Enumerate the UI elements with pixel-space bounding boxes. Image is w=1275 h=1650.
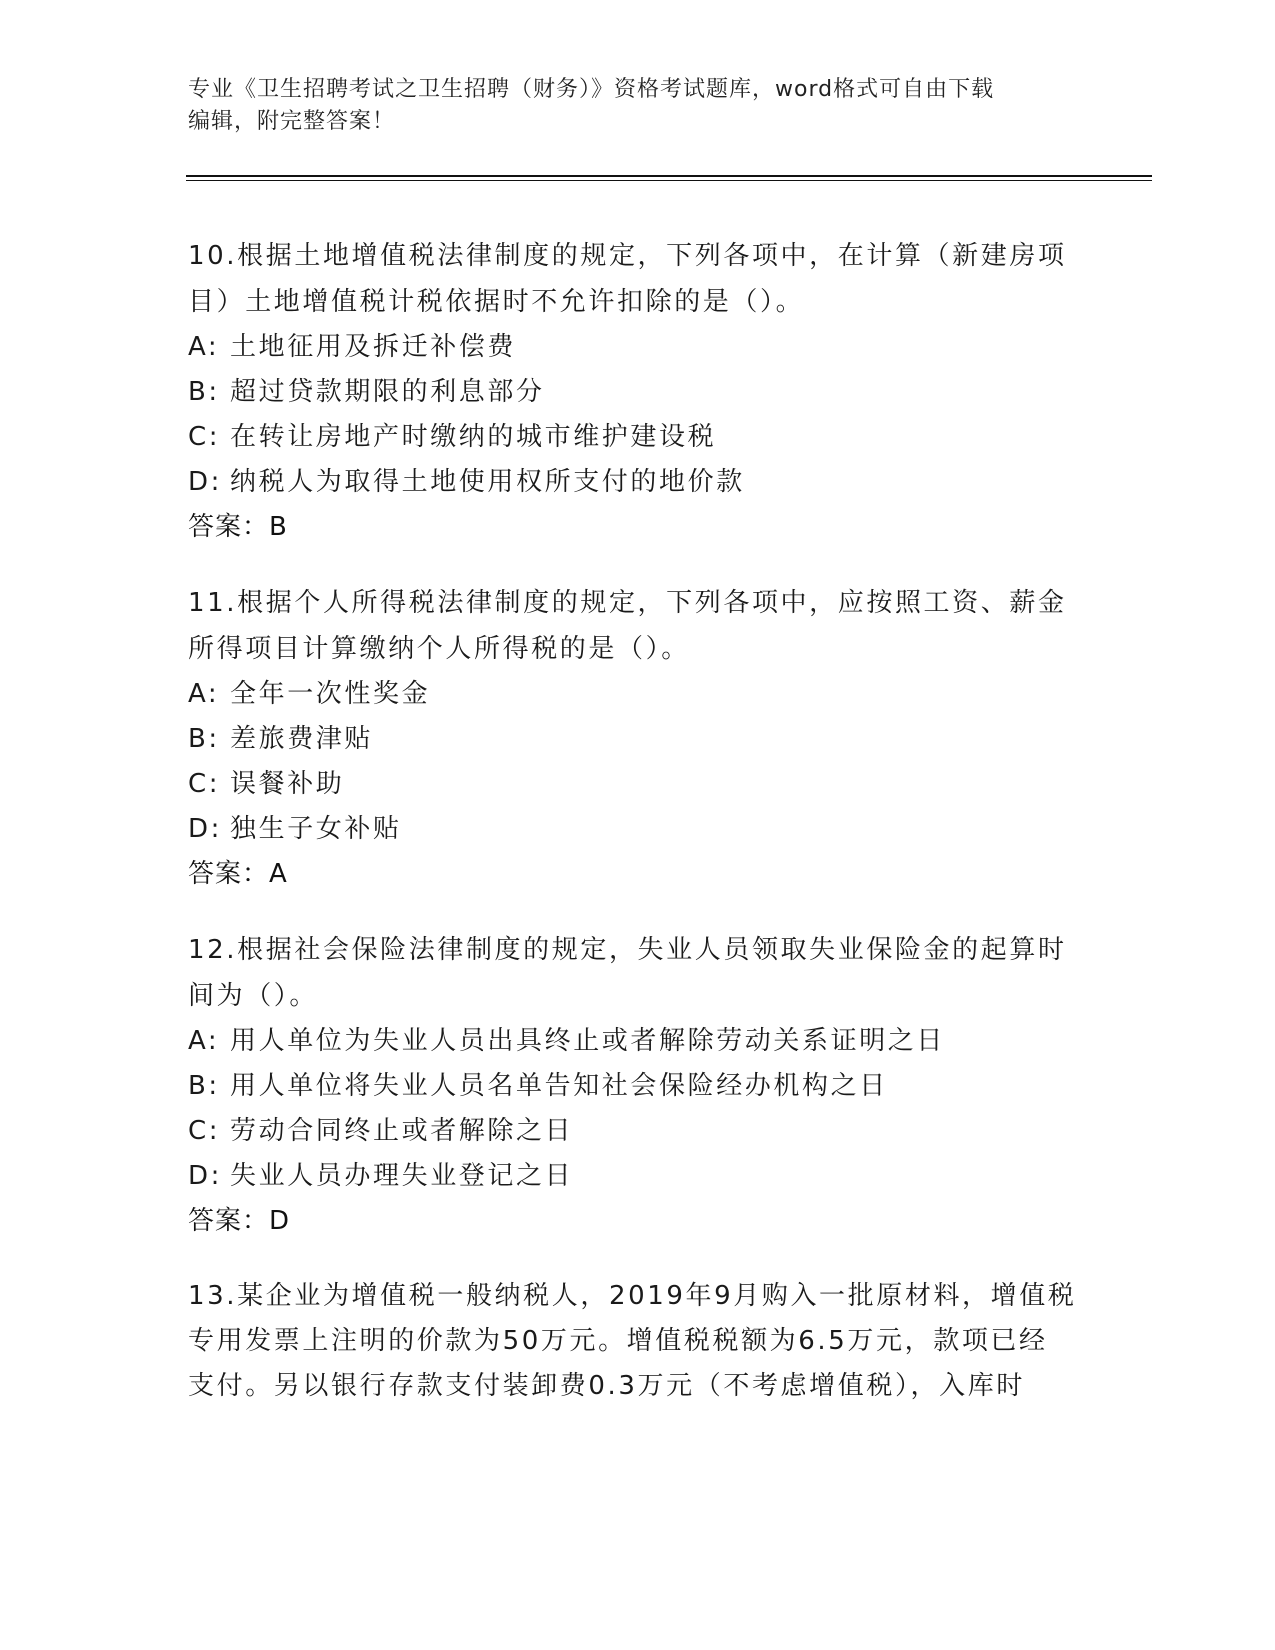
header-line-1: 专业《卫生招聘考试之卫生招聘（财务）》资格考试题库，word格式可自由下载 (188, 77, 995, 102)
option-c (188, 762, 1088, 807)
question-stem-line: 目）土地增值税计税依据时不允许扣除的是（）。 (188, 287, 805, 317)
option-b (188, 717, 1088, 762)
option-d (188, 1154, 1088, 1199)
question-stem-line: 支付。另以银行存款支付装卸费0.3万元（不考虑增值税），入库时 (188, 1371, 1025, 1401)
option-text: 全年一次性奖金 (230, 679, 431, 709)
header-line-2: 编辑，附完整答案！ (188, 109, 396, 134)
option-text: 在转让房地产时缴纳的城市维护建设税 (230, 422, 717, 452)
question-stem-line: 12.根据社会保险法律制度的规定，失业人员领取失业保险金的起算时 (188, 935, 1067, 965)
answer-line: 答案：D (188, 1206, 291, 1236)
header-divider-thick (186, 175, 1152, 177)
option-b (188, 1064, 1088, 1109)
option-c (188, 1109, 1088, 1154)
question-list (188, 233, 1088, 1439)
option-label: A: (188, 1026, 220, 1056)
option-b (188, 370, 1088, 415)
option-text: 土地征用及拆迁补偿费 (230, 332, 517, 362)
question-10 (188, 233, 1088, 550)
option-a (188, 1019, 1088, 1064)
option-label: B: (188, 377, 220, 407)
option-a (188, 325, 1088, 370)
option-label: A: (188, 679, 220, 709)
question-stem-line: 11.根据个人所得税法律制度的规定，下列各项中，应按照工资、薪金 (188, 588, 1067, 618)
option-a (188, 672, 1088, 717)
option-text: 独生子女补贴 (230, 814, 402, 844)
question-stem-line: 10.根据土地增值税法律制度的规定，下列各项中，在计算（新建房项 (188, 241, 1067, 271)
question-11 (188, 580, 1088, 897)
question-stem (188, 927, 1088, 1019)
question-stem (188, 1274, 1088, 1409)
question-stem-line: 专用发票上注明的价款为50万元。增值税税额为6.5万元，款项已经 (188, 1326, 1048, 1356)
option-text: 用人单位为失业人员出具终止或者解除劳动关系证明之日 (230, 1026, 946, 1056)
option-text: 纳税人为取得土地使用权所支付的地价款 (230, 467, 745, 497)
option-label: D: (188, 814, 222, 844)
option-text: 用人单位将失业人员名单告知社会保险经办机构之日 (230, 1071, 888, 1101)
document-header (188, 74, 1088, 138)
option-label: B: (188, 724, 220, 754)
option-text: 差旅费津贴 (230, 724, 374, 754)
option-d (188, 807, 1088, 852)
question-stem-line: 间为（）。 (188, 981, 319, 1011)
option-text: 误餐补助 (230, 769, 345, 799)
option-label: C: (188, 1116, 221, 1146)
question-stem (188, 580, 1088, 672)
header-divider-thin (186, 180, 1152, 181)
answer-line: 答案：A (188, 859, 288, 889)
option-label: A: (188, 332, 220, 362)
option-label: D: (188, 1161, 222, 1191)
question-12 (188, 927, 1088, 1244)
option-label: B: (188, 1071, 220, 1101)
question-stem (188, 233, 1088, 325)
option-text: 失业人员办理失业登记之日 (230, 1161, 574, 1191)
option-label: C: (188, 769, 221, 799)
option-d (188, 460, 1088, 505)
option-label: D: (188, 467, 222, 497)
question-13 (188, 1274, 1088, 1409)
question-stem-line: 13.某企业为增值税一般纳税人，2019年9月购入一批原材料，增值税 (188, 1281, 1077, 1311)
option-c (188, 415, 1088, 460)
option-label: C: (188, 422, 221, 452)
answer-line: 答案：B (188, 512, 288, 542)
option-text: 超过贷款期限的利息部分 (230, 377, 545, 407)
question-stem-line: 所得项目计算缴纳个人所得税的是（）。 (188, 634, 690, 664)
option-text: 劳动合同终止或者解除之日 (230, 1116, 574, 1146)
